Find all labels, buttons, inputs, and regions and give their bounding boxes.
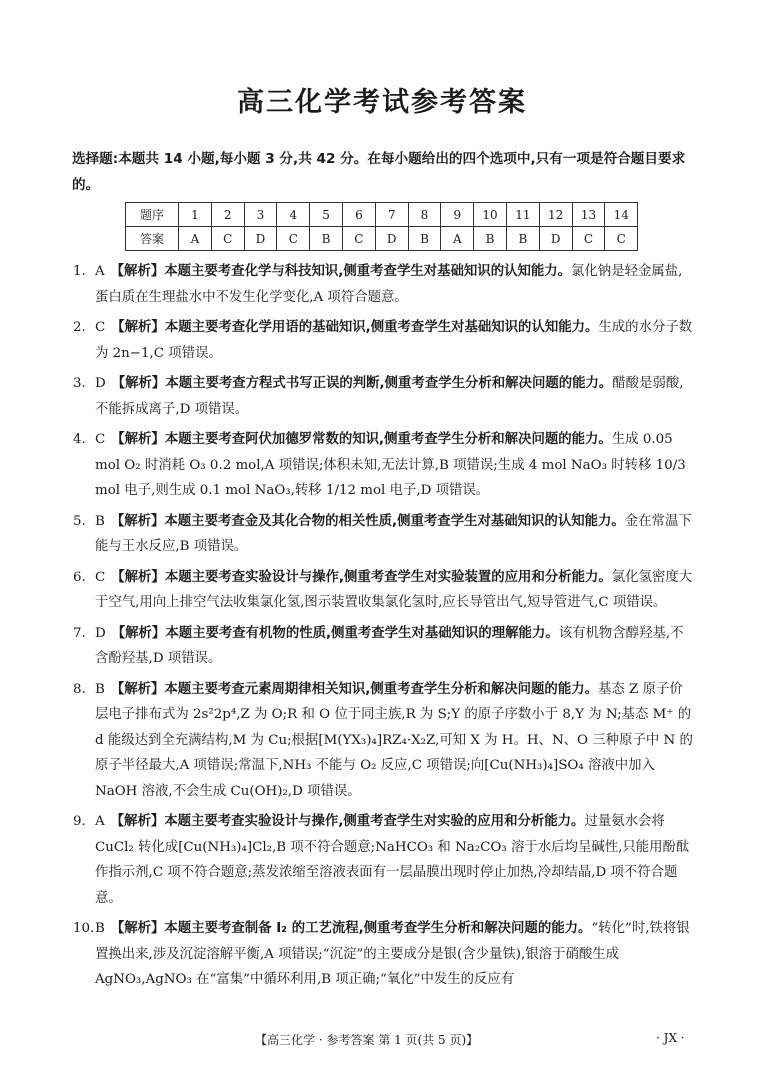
footer-page-info: 【高三化学 · 参考答案 第 1 页(共 5 页)】 bbox=[255, 1033, 479, 1047]
item-tag: 【解析】 bbox=[111, 569, 165, 585]
question-number-cell: 9 bbox=[441, 203, 474, 227]
item-tag: 【解析】 bbox=[110, 264, 165, 279]
answer-cell: C bbox=[605, 227, 638, 251]
explanation-item bbox=[73, 565, 693, 616]
question-number-cell: 10 bbox=[474, 203, 507, 227]
item-answer: B bbox=[95, 513, 105, 529]
item-number: 4. bbox=[73, 432, 86, 447]
item-lead: 本题主要考查化学用语的基础知识,侧重考查学生对基础知识的认知能力。 bbox=[164, 320, 599, 335]
row-label-number: 题序 bbox=[126, 203, 179, 227]
question-number-cell: 7 bbox=[375, 203, 408, 227]
item-tag: 【解析】 bbox=[110, 814, 165, 829]
item-text: “转化”时,铁将银置换出来,涉及沉淀溶解平衡,A 项错误;“沉淀”的主要成分是银(含少量铁),银溶于硝酸生成 AgNO₃,AgNO₃ 在“富集”中循环利用,B 项正确;“氧化”中发生的反应有 bbox=[95, 921, 690, 987]
item-tag: 【解析】 bbox=[111, 625, 166, 641]
question-number-cell: 13 bbox=[572, 203, 605, 227]
question-number-cell: 6 bbox=[342, 203, 375, 227]
answer-cell: C bbox=[572, 227, 605, 251]
row-label-answer: 答案 bbox=[126, 227, 179, 251]
item-text: 生成 0.05 mol O₂ 时消耗 O₃ 0.2 mol,A 项错误;体积未知,无法计算,B 项错误;生成 4 mol NaO₃ 时转移 10/3 mol 电子,则生成 0.1 mol NaO₃,转移 1/12 mol 电子,D 项错误。 bbox=[95, 432, 686, 498]
item-tag: 【解析】 bbox=[111, 320, 165, 335]
answer-cell: D bbox=[244, 227, 277, 251]
question-number-cell: 3 bbox=[244, 203, 277, 227]
item-answer: D bbox=[95, 625, 106, 641]
item-lead: 本题主要考查化学与科技知识,侧重考查学生对基础知识的认知能力。 bbox=[164, 264, 572, 279]
explanation-item bbox=[73, 427, 693, 504]
question-number-cell: 4 bbox=[277, 203, 310, 227]
explanation-item bbox=[73, 315, 693, 366]
item-text: 基态 Z 原子价层电子排布式为 2s²2p⁴,Z 为 O;R 和 O 位于同主族,R 为 S;Y 的原子序数小于 8,Y 为 N;基态 M⁺ 的 d 能级达到全充满结构,M 为 Cu;根据[M(YX₃)₄]RZ₄·X₂Z,可知 X 为 H。H、N、O 三种原子中 N 的原子半径最大,A 项错误;常温下,NH₃ 不能与 O₂ 反应,C 项错误;向[Cu(NH₃)₄]SO₄ 溶液中加入 NaOH 溶液,不会生成 Cu(OH)₂,D 项错误。 bbox=[95, 681, 693, 799]
explanation-item bbox=[73, 509, 693, 560]
item-tag: 【解析】 bbox=[110, 681, 165, 697]
answer-cell: C bbox=[277, 227, 310, 251]
explanation-item bbox=[73, 371, 693, 422]
answer-cell: D bbox=[375, 227, 408, 251]
item-lead: 本题主要考查实验设计与操作,侧重考查学生对实验的应用和分析能力。 bbox=[164, 814, 585, 829]
question-number-cell: 14 bbox=[605, 203, 638, 227]
item-number: 3. bbox=[73, 376, 86, 391]
answer-cell: D bbox=[539, 227, 572, 251]
item-number: 8. bbox=[73, 681, 86, 697]
item-text: 醋酸是弱酸,不能拆成离子,D 项错误。 bbox=[95, 376, 684, 417]
explanation-list bbox=[73, 259, 693, 998]
item-text: 生成的水分子数为 2n−1,C 项错误。 bbox=[95, 320, 693, 361]
item-number: 6. bbox=[73, 569, 86, 585]
item-lead: 本题主要考查方程式书写正误的判断,侧重考查学生分析和解决问题的能力。 bbox=[165, 376, 613, 391]
item-text: 氯化钠是轻金属盐,蛋白质在生理盐水中不发生化学变化,A 项符合题意。 bbox=[95, 264, 683, 305]
item-answer: B bbox=[95, 921, 105, 936]
item-number: 10. bbox=[73, 921, 95, 936]
answer-cell: C bbox=[211, 227, 244, 251]
explanation-item bbox=[73, 677, 693, 805]
answer-cell: B bbox=[506, 227, 539, 251]
item-lead: 本题主要考查阿伏加德罗常数的知识,侧重考查学生分析和解决问题的能力。 bbox=[164, 432, 612, 447]
answer-cell: A bbox=[179, 227, 212, 251]
item-tag: 【解析】 bbox=[111, 376, 166, 391]
item-lead: 本题主要考查制备 I₂ 的工艺流程,侧重考查学生分析和解决问题的能力。 bbox=[164, 921, 592, 936]
explanation-item bbox=[73, 621, 693, 672]
question-number-cell: 8 bbox=[408, 203, 441, 227]
explanation-item bbox=[73, 259, 693, 310]
item-lead: 本题主要考查有机物的性质,侧重考查学生对基础知识的理解能力。 bbox=[165, 625, 559, 641]
item-answer: C bbox=[95, 320, 106, 335]
item-answer: D bbox=[95, 376, 106, 391]
section-intro: 选择题:本题共 14 小题,每小题 3 分,共 42 分。在每小题给出的四个选项中,只有一项是符合题目要求的。 bbox=[72, 151, 686, 193]
item-number: 7. bbox=[73, 625, 86, 641]
item-lead: 本题主要考查实验设计与操作,侧重考查学生对实验装置的应用和分析能力。 bbox=[164, 569, 612, 585]
item-answer: C bbox=[95, 569, 106, 585]
question-number-cell: 12 bbox=[539, 203, 572, 227]
question-number-cell: 5 bbox=[310, 203, 343, 227]
answer-cell: A bbox=[441, 227, 474, 251]
item-tag: 【解析】 bbox=[110, 921, 165, 936]
footer-mark: · JX · bbox=[656, 1031, 685, 1045]
answer-table-number-row bbox=[126, 203, 638, 227]
item-number: 2. bbox=[73, 320, 86, 335]
answer-cell: C bbox=[342, 227, 375, 251]
item-text: 金在常温下能与王水反应,B 项错误。 bbox=[95, 513, 692, 554]
item-number: 9. bbox=[73, 814, 86, 829]
item-text: 氯化氢密度大于空气,用向上排空气法收集氯化氢,图示装置收集氯化氢时,应长导管出气,短导管进气,C 项错误。 bbox=[95, 569, 693, 610]
question-number-cell: 2 bbox=[211, 203, 244, 227]
page-title: 高三化学考试参考答案 bbox=[237, 87, 527, 118]
answer-cell: B bbox=[310, 227, 343, 251]
item-text: 该有机物含醇羟基,不含酚羟基,D 项错误。 bbox=[95, 625, 684, 666]
item-tag: 【解析】 bbox=[110, 513, 165, 529]
answer-table bbox=[125, 202, 638, 251]
item-lead: 本题主要考查金及其化合物的相关性质,侧重考查学生对基础知识的认知能力。 bbox=[164, 513, 625, 529]
item-tag: 【解析】 bbox=[111, 432, 165, 447]
answer-cell: B bbox=[408, 227, 441, 251]
answer-table-answer-row bbox=[126, 227, 638, 251]
question-number-cell: 1 bbox=[179, 203, 212, 227]
item-text: 过量氨水会将 CuCl₂ 转化成[Cu(NH₃)₄]Cl₂,B 项不符合题意;NaHCO₃ 和 Na₂CO₃ 溶于水后均呈碱性,只能用酚酞作指示剂,C 项不符合题意;蒸发浓缩至溶液表面有一层晶膜出现时停止加热,冷却结晶,D 项不符合题意。 bbox=[95, 814, 690, 906]
explanation-item bbox=[73, 916, 693, 993]
item-answer: A bbox=[95, 814, 105, 829]
item-answer: B bbox=[95, 681, 105, 697]
item-lead: 本题主要考查元素周期律相关知识,侧重考查学生分析和解决问题的能力。 bbox=[164, 681, 598, 697]
item-answer: A bbox=[95, 264, 105, 279]
item-answer: C bbox=[95, 432, 106, 447]
item-number: 1. bbox=[73, 264, 86, 279]
item-number: 5. bbox=[73, 513, 86, 529]
explanation-item bbox=[73, 809, 693, 911]
question-number-cell: 11 bbox=[506, 203, 539, 227]
answer-cell: B bbox=[474, 227, 507, 251]
